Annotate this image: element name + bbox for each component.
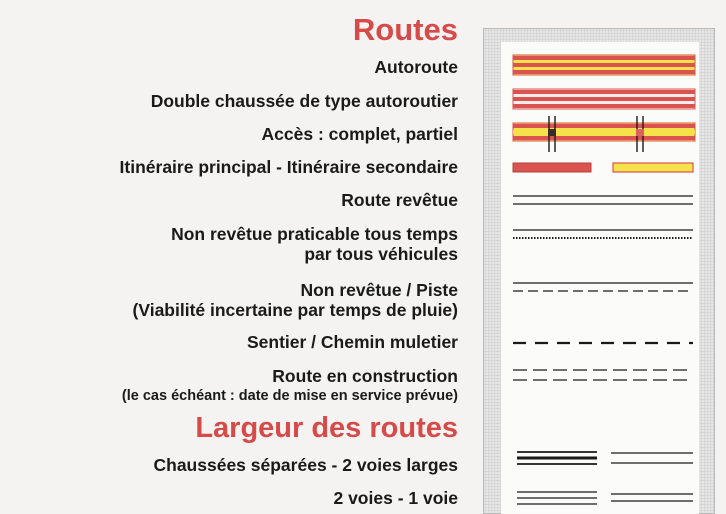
symbol-chaussees-separees [501,448,699,474]
symbol-double-chaussee [501,86,699,112]
label-deux-voies: 2 voies - 1 voie [333,488,458,508]
symbol-piste [501,277,699,297]
label-non-revetue-tous-temps [171,224,458,264]
label-piste [133,280,458,320]
section-title-routes: Routes [352,12,458,47]
symbol-route-revetue [501,190,699,210]
symbol-sentier [501,333,699,353]
label-line: par tous véhicules [304,244,458,264]
section-title-largeur-des-routes: Largeur des routes [195,412,458,444]
symbol-deux-voies [501,486,699,512]
label-construction [122,366,458,406]
symbol-itineraire [501,158,699,178]
label-double-chaussee: Double chaussée de type autoroutier [150,91,458,111]
label-autoroute: Autoroute [374,57,458,77]
label-sentier: Sentier / Chemin muletier [246,332,458,352]
label-line: Route en construction [272,366,458,386]
label-itineraire: Itinéraire principal - Itinéraire secondaire [119,157,458,177]
symbol-autoroute [501,52,699,78]
label-route-revetue: Route revêtue [341,190,458,210]
symbol-non-revetue-tous-temps [501,224,699,244]
label-chaussees-separees: Chaussées séparées - 2 voies larges [153,455,458,475]
symbol-construction [501,364,699,388]
label-acces: Accès : complet, partiel [261,124,458,144]
label-line: Non revêtue / Piste [300,280,458,300]
label-line: (Viabilité incertaine par temps de pluie) [132,300,458,320]
label-line: Non revêtue praticable tous temps [171,224,458,244]
label-line: (le cas échéant : date de mise en service prévue) [121,388,458,404]
symbol-acces [501,114,699,154]
